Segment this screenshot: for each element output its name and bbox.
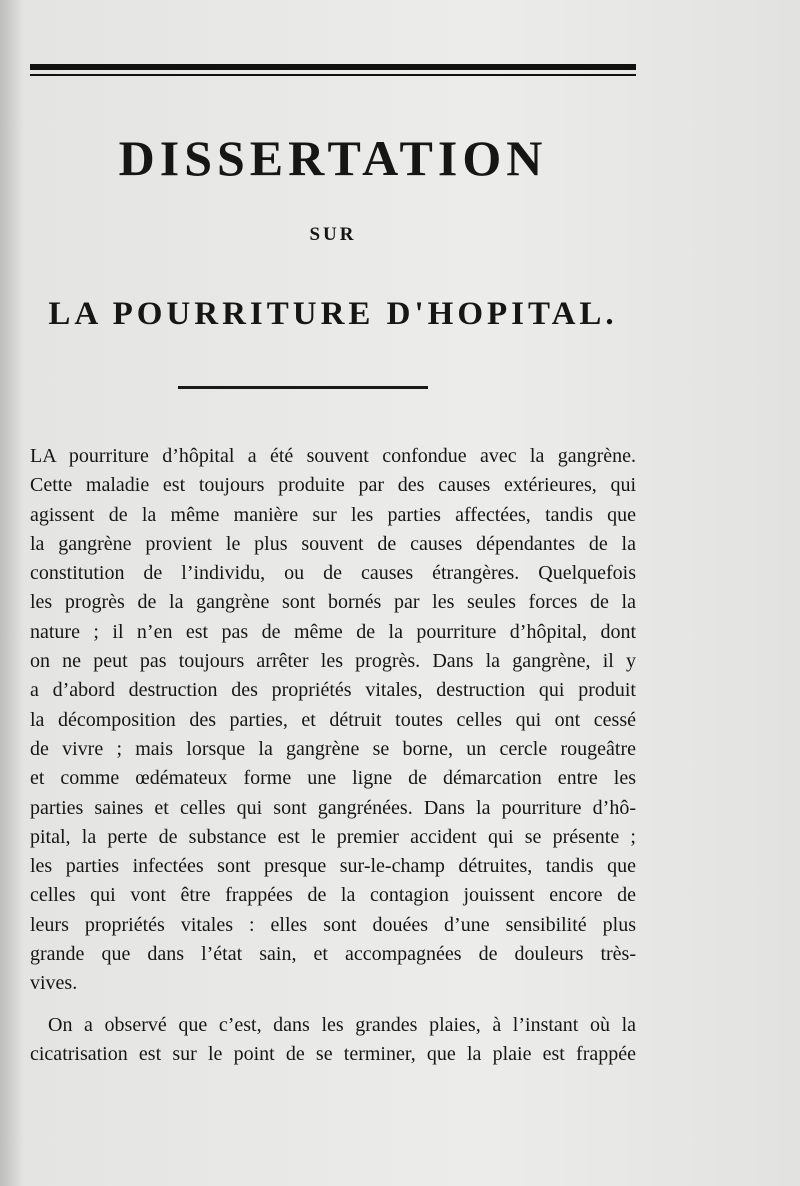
top-rule-thin	[30, 74, 636, 76]
text-line: On a observé que c’est, dans les grandes plaies, à l’instant où la	[48, 1013, 636, 1036]
title: DISSERTATION	[118, 130, 548, 186]
paragraph-1	[30, 442, 636, 999]
text-line: on ne peut pas toujours arrêter les progrès. Dans la gangrène, il y	[30, 650, 636, 673]
text-line: parties saines et celles qui sont gangrénées. Dans la pourriture d’hô-	[30, 796, 636, 819]
text-line: Cette maladie est toujours produite par des causes extérieures, qui	[30, 474, 636, 497]
paragraph-2	[30, 1011, 636, 1070]
text-line: la gangrène provient le plus souvent de causes dépendantes de la	[30, 532, 636, 555]
subtitle: LA POURRITURE D'HOPITAL.	[48, 296, 618, 332]
text-line: cicatrisation est sur le point de se terminer, que la plaie est frappée	[30, 1042, 636, 1065]
text-line: celles qui vont être frappées de la contagion jouissent encore de	[30, 884, 636, 907]
text-line: a d’abord destruction des propriétés vitales, destruction qui produit	[30, 679, 636, 702]
top-rule-thick	[30, 64, 636, 70]
text-line: les progrès de la gangrène sont bornés par les seules forces de la	[30, 591, 636, 614]
text-line: et comme œdémateux forme une ligne de démarcation entre les	[30, 767, 636, 790]
text-line: vives.	[30, 972, 78, 995]
title-connector: SUR	[309, 224, 357, 245]
section-divider	[178, 386, 428, 389]
text-line: leurs propriétés vitales : elles sont douées d’une sensibilité plus	[30, 913, 636, 936]
text-line: constitution de l’individu, ou de causes étrangères. Quelquefois	[30, 562, 636, 585]
text-line: nature ; il n’en est pas de même de la pourriture d’hôpital, dont	[30, 620, 636, 643]
body-text	[30, 442, 636, 1069]
text-line: pital, la perte de substance est le premier accident qui se présente ;	[30, 825, 636, 848]
text-line: agissent de la même manière sur les parties affectées, tandis que	[30, 503, 636, 526]
text-line: grande que dans l’état sain, et accompagnées de douleurs très-	[30, 943, 636, 966]
text-line: de vivre ; mais lorsque la gangrène se borne, un cercle rougeâtre	[30, 737, 636, 760]
text-line: LA pourriture d’hôpital a été souvent confondue avec la gangrène.	[30, 445, 636, 467]
text-line: les parties infectées sont presque sur-le-champ détruites, tandis que	[30, 855, 636, 878]
text-line: la décomposition des parties, et détruit toutes celles qui ont cessé	[30, 708, 636, 731]
